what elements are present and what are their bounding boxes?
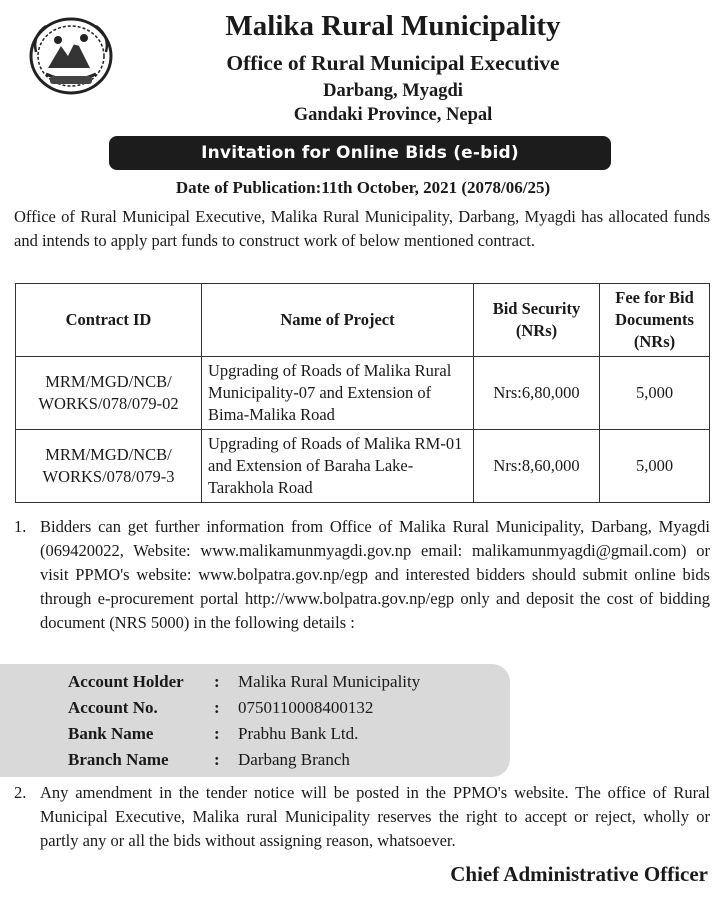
project-name-cell: Upgrading of Roads of Malika Rural Municipality-07 and Extension of Bima-Malika Road xyxy=(202,357,474,430)
fee-cell: 5,000 xyxy=(600,357,710,430)
bank-detail-label: Account Holder xyxy=(68,672,184,691)
address-line-2: Gandaki Province, Nepal xyxy=(293,105,493,125)
note-number: 2. xyxy=(14,783,27,802)
note-2 xyxy=(14,781,710,853)
bank-detail-value: 0750110008400132 xyxy=(238,698,374,717)
contract-id-cell: MRM/MGD/NCB/ WORKS/078/079-3 xyxy=(16,430,202,503)
project-name-cell: Upgrading of Roads of Malika RM-01 and Extension of Baraha Lake-Tarakhola Road xyxy=(202,430,474,503)
table-header-row xyxy=(16,284,710,357)
bank-detail-label: Branch Name xyxy=(68,750,169,769)
bank-detail-colon: : xyxy=(214,698,220,717)
contract-id-cell: MRM/MGD/NCB/ WORKS/078/079-02 xyxy=(16,357,202,430)
bank-detail-value: Prabhu Bank Ltd. xyxy=(238,724,359,743)
table-row xyxy=(16,357,710,430)
bank-detail-row xyxy=(68,698,373,724)
bid-security-cell: Nrs:6,80,000 xyxy=(474,357,600,430)
signatory-title: Chief Administrative Officer xyxy=(450,862,708,886)
bank-detail-label: Account No. xyxy=(68,698,158,717)
table-row xyxy=(16,430,710,503)
bank-details-box xyxy=(0,664,510,777)
notice-title-banner: Invitation for Online Bids (e-bid) xyxy=(109,136,611,170)
publication-date: Date of Publication:11th October, 2021 (2078/06/25) xyxy=(175,178,551,197)
note-text: Bidders can get further information from Office of Malika Rural Municipality, Darbang, Myagdi (069420022, Website: www.malikamunmyagdi.gov.np email: malikamunmyagdi@gmail.com) or visit PPMO's website: www.bolpatra.gov.np/egp and interested bidders should submit online bids through e-procurement portal http://www.bolpatra.gov.np/egp only and deposit the cost of bidding document (NRS 5000) in the following details : xyxy=(40,517,710,632)
column-header: Fee for Bid Documents (NRs) xyxy=(600,284,710,357)
header xyxy=(0,4,726,136)
note-number: 1. xyxy=(14,517,27,536)
column-header: Bid Security (NRs) xyxy=(474,284,600,357)
bank-detail-colon: : xyxy=(214,750,220,769)
address-line-1: Darbang, Myagdi xyxy=(323,81,463,101)
office-name: Office of Rural Municipal Executive xyxy=(226,51,560,75)
bank-detail-row xyxy=(68,672,420,698)
contracts-table xyxy=(15,283,710,503)
bank-detail-value: Malika Rural Municipality xyxy=(238,672,421,691)
bank-detail-value: Darbang Branch xyxy=(238,750,350,769)
bid-security-cell: Nrs:8,60,000 xyxy=(474,430,600,503)
note-1 xyxy=(14,515,710,635)
bank-detail-row xyxy=(68,724,358,750)
bank-detail-label: Bank Name xyxy=(68,724,154,743)
bank-detail-row xyxy=(68,750,350,776)
fee-cell: 5,000 xyxy=(600,430,710,503)
note-text: Any amendment in the tender notice will be posted in the PPMO's website. The office of Rural Municipal Executive, Malika rural Municipality reserves the right to accept or reject, wholly or partly any or all the bids without assigning reason, whatsoever. xyxy=(40,783,710,850)
intro-paragraph: Office of Rural Municipal Executive, Malika Rural Municipality, Darbang, Myagdi has allocated funds and intends to apply part funds to construct work of below mentioned contract. xyxy=(14,207,710,250)
municipality-name: Malika Rural Municipality xyxy=(225,10,561,42)
column-header: Name of Project xyxy=(202,284,474,357)
bank-detail-colon: : xyxy=(214,724,220,743)
column-header: Contract ID xyxy=(16,284,202,357)
bank-detail-colon: : xyxy=(214,672,220,691)
